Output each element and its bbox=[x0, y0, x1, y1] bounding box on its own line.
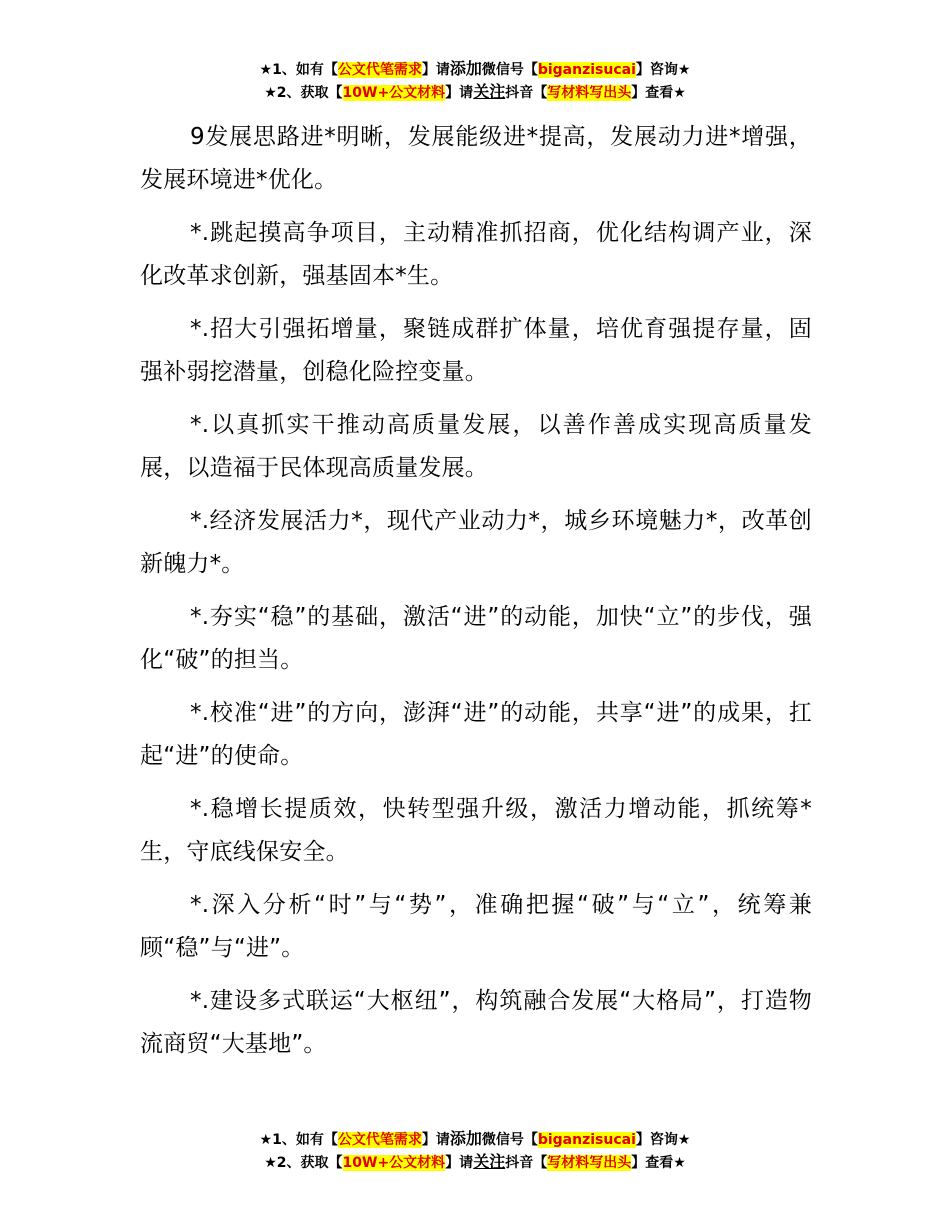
paragraph-7: *.校准“进”的方向，澎湃“进”的动能，共享“进”的成果，扛起“进”的使命。 bbox=[140, 700, 812, 769]
paragraph-8: *.稳增长提质效，快转型强升级，激活力增动能，抓统筹*生，守底线保安全。 bbox=[140, 796, 812, 865]
promo-text: 】请 bbox=[421, 62, 450, 78]
footer-promo-line-2 bbox=[0, 1151, 950, 1174]
header-promo-banner bbox=[0, 58, 950, 104]
promo-highlight-service: 公文代笔需求 bbox=[337, 62, 422, 78]
promo-highlight-materials: 10W+公文材料 bbox=[342, 85, 446, 101]
promo-text: 】请 bbox=[445, 1155, 474, 1171]
promo-text: ★1、如有【 bbox=[259, 1132, 338, 1148]
promo-text: 】请 bbox=[445, 85, 474, 101]
footer-promo-banner bbox=[0, 1128, 950, 1174]
paragraph-10: *.建设多式联运“大枢纽”，构筑融合发展“大格局”，打造物流商贸“大基地”。 bbox=[140, 988, 812, 1057]
promo-text: 微信号【 bbox=[481, 1132, 538, 1148]
document-body bbox=[140, 116, 812, 1076]
paragraph-4: *.以真抓实干推动高质量发展，以善作善成实现高质量发展，以造福于民体现高质量发展。 bbox=[140, 412, 812, 481]
promo-highlight-materials: 10W+公文材料 bbox=[342, 1155, 446, 1171]
promo-text: ★2、获取【 bbox=[264, 1155, 343, 1171]
footer-promo-line-1 bbox=[0, 1128, 950, 1151]
promo-highlight-wechat-id: biganzisucai bbox=[537, 1132, 636, 1148]
promo-text: 】查看★ bbox=[631, 85, 686, 101]
promo-text: ★1、如有【 bbox=[259, 62, 338, 78]
paragraph-2: *.跳起摸高争项目，主动精准抓招商，优化结构调产业，深化改革求创新，强基固本*生。 bbox=[140, 220, 812, 289]
header-promo-line-1 bbox=[0, 58, 950, 81]
paragraph-1: 9发展思路进*明晰，发展能级进*提高，发展动力进*增强，发展环境进*优化。 bbox=[140, 124, 812, 193]
promo-text: 】请 bbox=[421, 1132, 450, 1148]
promo-emphasis: 添加 bbox=[449, 59, 482, 78]
paragraph-6: *.夯实“稳”的基础，激活“进”的动能，加快“立”的步伐，强化“破”的担当。 bbox=[140, 604, 812, 673]
promo-text: 抖音【 bbox=[505, 85, 548, 101]
promo-emphasis: 关注 bbox=[473, 1152, 506, 1171]
promo-highlight-service: 公文代笔需求 bbox=[337, 1132, 422, 1148]
promo-text: 抖音【 bbox=[505, 1155, 548, 1171]
header-promo-line-2 bbox=[0, 81, 950, 104]
promo-text: 】咨询★ bbox=[635, 1132, 691, 1148]
promo-highlight-wechat-id: biganzisucai bbox=[537, 62, 636, 78]
paragraph-3: *.招大引强拓增量，聚链成群扩体量，培优育强提存量，固强补弱挖潜量，创稳化险控变量。 bbox=[140, 316, 812, 385]
paragraph-5: *.经济发展活力*，现代产业动力*，城乡环境魅力*，改革创新魄力*。 bbox=[140, 508, 812, 577]
promo-text: 】咨询★ bbox=[635, 62, 691, 78]
promo-emphasis: 关注 bbox=[473, 82, 506, 101]
promo-highlight-douyin-account: 写材料写出头 bbox=[547, 85, 632, 101]
promo-text: ★2、获取【 bbox=[264, 85, 343, 101]
promo-highlight-douyin-account: 写材料写出头 bbox=[547, 1155, 632, 1171]
promo-emphasis: 添加 bbox=[449, 1129, 482, 1148]
promo-text: 】查看★ bbox=[631, 1155, 686, 1171]
paragraph-9: *.深入分析“时”与“势”，准确把握“破”与“立”，统筹兼顾“稳”与“进”。 bbox=[140, 892, 812, 961]
promo-text: 微信号【 bbox=[481, 62, 538, 78]
